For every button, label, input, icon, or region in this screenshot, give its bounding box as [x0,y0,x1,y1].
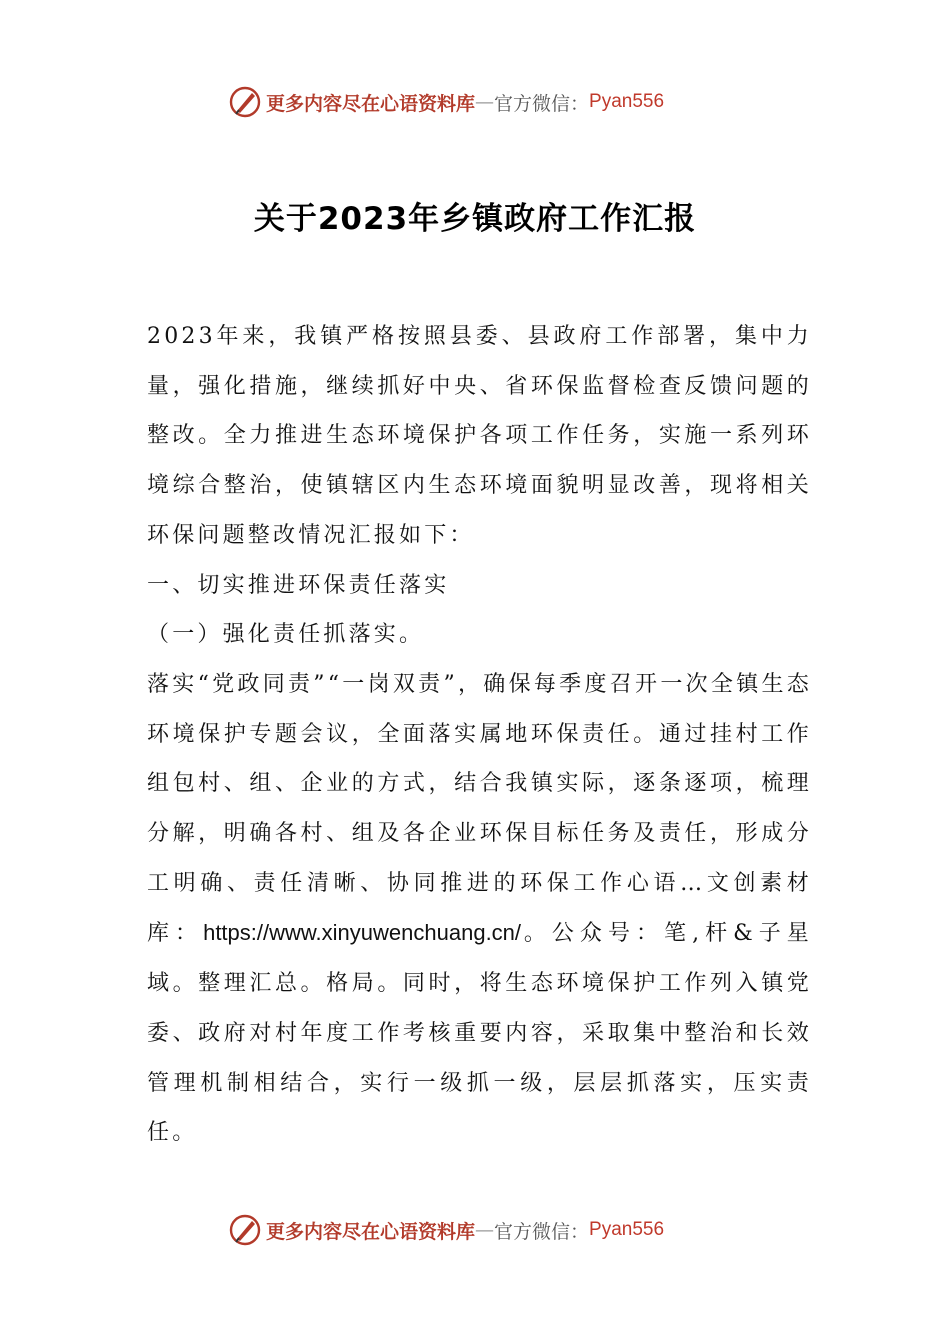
body-paragraph [147,660,812,1158]
header-banner [228,82,664,122]
banner-wechat-id: Pyan556 [589,91,665,112]
document-title: 关于2023年乡镇政府工作汇报 [253,200,697,237]
quill-logo-icon [228,85,262,119]
footer-banner [228,1210,664,1250]
closing-text: 格局。同时，将生态环境保护工作列入镇党委、政府对村年度工作考核重要内容，采取集中整治和长效管理机制相结合，实行一级抓一级，层层抓落实，压实责任。 [147,971,812,1146]
banner-lead-text: 更多内容尽在心语资料库 [266,92,476,115]
body-paragraph-text: 落实“党政同责”“一岗双责”，确保每季度召开一次全镇生态环境保护专题会议，全面落实属地环保责任。通过挂村工作组包村、组、企业的方式，结合我镇实际，逐条逐项，梳理分解，明确各村、组及各企业环保目标任务及责任，形成分工明确、责任清晰、协同推进的环保工作心 [147,671,812,896]
banner-wechat-id: Pyan556 [589,1219,665,1240]
banner-wechat-label: 官方微信： [494,92,590,115]
banner-dash: — [475,91,495,113]
inline-ad-prefix: 语…文创素材库： [147,870,812,947]
banner-wechat-label: 官方微信： [494,1220,590,1243]
inline-ad-suffix: 。公众号：笔,杆&子星域。整理汇总。 [147,921,812,997]
subsection-heading: （一）强化责任抓落实。 [147,622,425,648]
section-heading: 一、切实推进环保责任落实 [147,572,450,598]
banner-dash: — [475,1219,495,1241]
intro-paragraph: 2023年来，我镇严格按照县委、县政府工作部署，集中力量，强化措施，继续抓好中央、省环保监督检查反馈问题的整改。全力推进生态环境保护各项工作任务，实施一系列环境综合整治，使镇辖区内生态环境面貌明显改善，现将相关环保问题整改情况汇报如下： [147,324,812,548]
banner-lead-text: 更多内容尽在心语资料库 [266,1220,476,1243]
quill-logo-icon [228,1213,262,1247]
inline-ad-url: https://www.xinyuwenchuang.cn/ [203,920,522,946]
document-body [147,312,812,1158]
